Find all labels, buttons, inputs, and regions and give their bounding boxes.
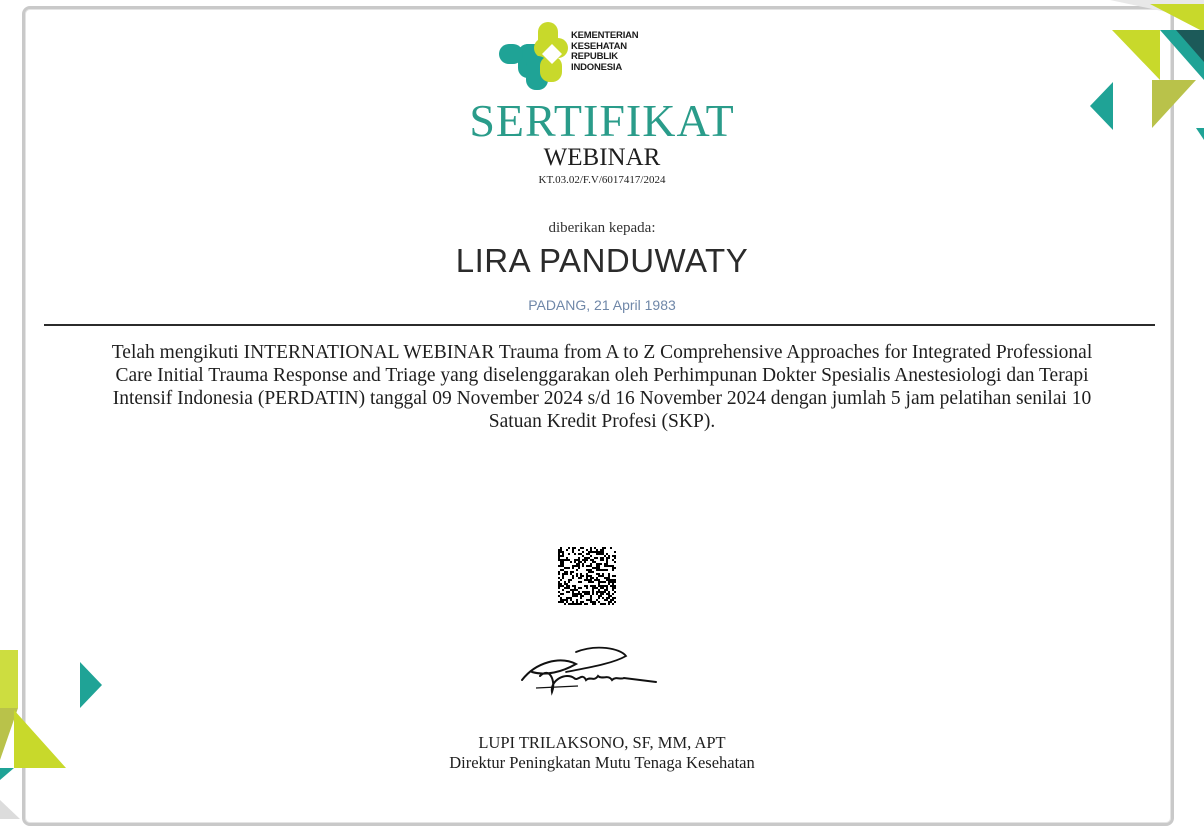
logo-line: INDONESIA (571, 61, 622, 73)
logo-line: KESEHATAN (571, 40, 627, 52)
recipient-birth: PADANG, 21 April 1983 (528, 297, 676, 313)
signer-title: Direktur Peningkatan Mutu Tenaga Kesehatan (449, 753, 755, 772)
signature-icon (516, 642, 662, 696)
signer-name: LUPI TRILAKSONO, SF, MM, APT (478, 733, 726, 752)
certificate-number: KT.03.02/F.V/6017417/2024 (538, 174, 666, 186)
recipient-name: LIRA PANDUWATY (455, 242, 749, 279)
qr-code-icon (558, 547, 616, 605)
certificate-body: Telah mengikuti INTERNATIONAL WEBINAR Trauma from A to Z Comprehensive Approaches for Integrated Professional Care Initial Trauma Response and Triage yang diselenggarakan oleh Perhimpunan Dokter Spesialis Anestesiologi dan Terapi Intensif Indonesia (PERDATIN) tanggal 09 November 2024 s/d 16 November 2024 dengan jumlah 5 jam pelatihan senilai 10 Satuan Kredit Profesi (SKP). (111, 342, 1093, 432)
certificate-title: SERTIFIKAT (469, 95, 735, 146)
given-to-label: diberikan kepada: (548, 220, 656, 236)
logo-line: REPUBLIK (571, 51, 618, 63)
divider (44, 324, 1155, 326)
certificate-subtitle: WEBINAR (543, 144, 661, 171)
kemenkes-logo-text (571, 31, 638, 73)
logo-line: KEMENTERIAN (571, 30, 639, 41)
